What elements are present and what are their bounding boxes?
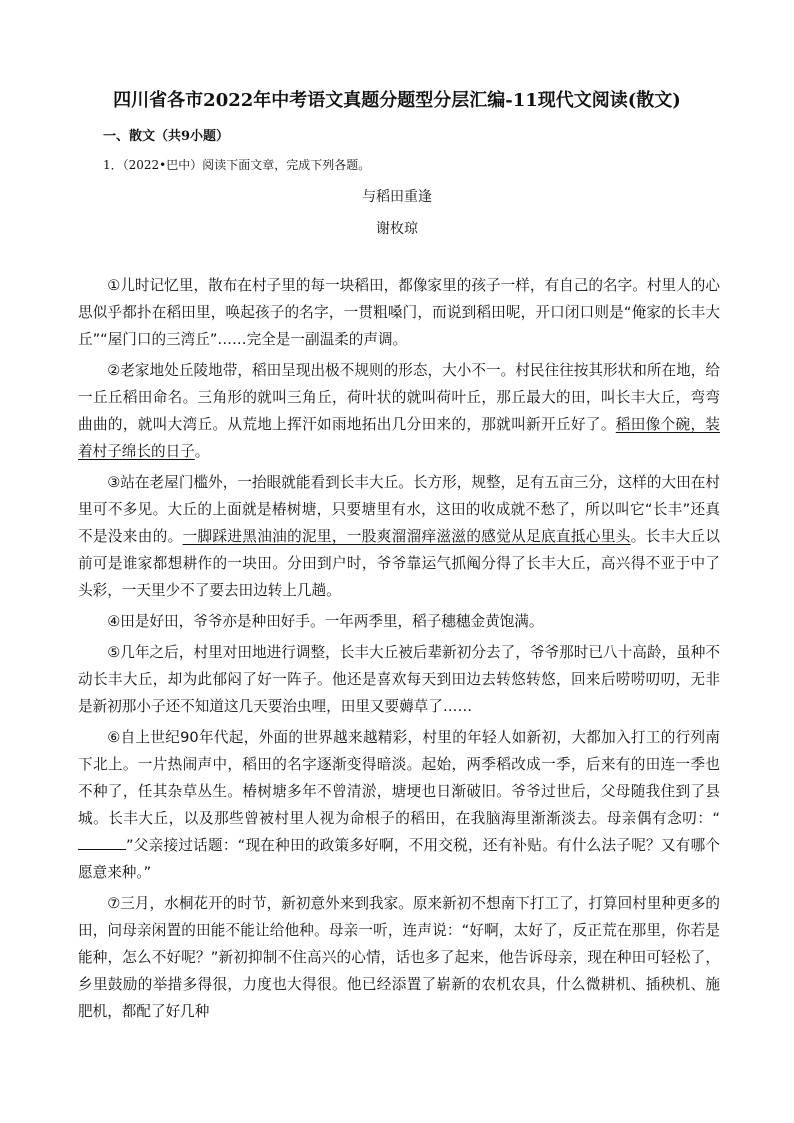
paragraph-2 xyxy=(78,357,720,465)
fill-in-blank xyxy=(78,835,126,850)
section-heading: 一、散文（共9小题） xyxy=(103,129,230,144)
paragraph-7: ⑦三月，水桐花开的时节，新初意外来到我家。原来新初不想南下打工了，打算回村里种更多的田，问母亲闲置的田能不能让给他种。母亲一听，连声说：“好啊，太好了，反正荒在那里，你若是能种，怎么不好呢？”新初抑制不住高兴的心情，话也多了起来，他告诉母亲，现在种田可轻松了，乡里鼓励的举措多得很，力度也大得很。他已经添置了崭新的农机农具，什么微耕机、插秧机、施肥机，都配了好几种 xyxy=(78,895,720,1020)
paragraph-2-end: 。 xyxy=(194,443,210,460)
paragraph-6 xyxy=(78,724,720,886)
article-title: 与稻田重逢 xyxy=(362,189,432,205)
underlined-sentence-2: 一脚踩进黑油油的泥里，一股爽溜溜痒滋滋的感觉从足底直抵心里头 xyxy=(182,528,631,545)
paragraph-4: ④田是好田，爷爷亦是种田好手。一年两季里，稻子穗穗金黄饱满。 xyxy=(107,613,544,630)
paragraph-3-text-a: ③站在老屋门槛外，一抬眼就能看到长丰大丘。长方形，规整，足有五亩三分，这样的大田在村里可不多见。大丘的上面就是椿树塘，只要塘里有水，这田的收成就不愁了，所以叫它“长丰”还真不是没来由的。 xyxy=(78,474,720,545)
question-intro: 1．（2022•巴中）阅读下面文章，完成下列各题。 xyxy=(103,158,371,172)
document-title: 四川省各市2022年中考语文真题分题型分层汇编-11现代文阅读(散文) xyxy=(113,90,681,111)
paragraph-6-text-a: ⑥自上世纪90年代起，外面的世界越来越精彩，村里的年轻人如新初，大都加入打工的行列南下北上。一片热闹声中，稻田的名字逐渐变得暗淡。起始，两季稻改成一季，后来有的田连一季也不种了，任其杂草丛生。椿树塘多年不曾清淤，塘埂也日渐破旧。爷爷过世后，父母随我住到了县城。长丰大丘，以及那些曾被村里人视为命根子的稻田，在我脑海里渐渐淡去。母亲偶有念叨：“ xyxy=(78,729,720,827)
paragraph-2-text: ②老家地处丘陵地带，稻田呈现出极不规则的形态，大小不一。村民往往按其形状和所在地，给一丘丘稻田命名。三角形的就叫三角丘，荷叶状的就叫荷叶丘，那丘最大的田，叫长丰大丘，弯弯曲曲的，就叫大湾丘。从荒地上挥汗如雨地拓出几分田来的，那就叫新开丘好了。 xyxy=(78,362,720,433)
article-body xyxy=(78,272,720,1029)
article-author: 谢枚琼 xyxy=(376,221,418,237)
paragraph-5: ⑤几年之后，村里对田地进行调整，长丰大丘被后辈新初分去了，爷爷那时已八十高龄，虽种不动长丰大丘，却为此郁闷了好一阵子。他还是喜欢每天到田边去转悠转悠，回来后唠唠叨叨，无非是新初那小子还不知道这几天要治虫哩，田里又要薅草了…… xyxy=(78,644,720,715)
paragraph-1: ①儿时记忆里，散布在村子里的每一块稻田，都像家里的孩子一样，有自己的名字。村里人的心思似乎都扑在稻田里，唤起孩子的名字，一贯粗嗓门，而说到稻田呢，开口闭口则是“俺家的长丰大丘”“屋门口的三湾丘”……完全是一副温柔的声调。 xyxy=(78,277,720,348)
paragraph-3-text-b: 。长丰大丘以前可是谁家都想耕作的一块田。分田到户时，爷爷靠运气抓阄分得了长丰大丘，高兴得不亚于中了头彩，一天里少不了要去田边转上几趟。 xyxy=(78,528,720,599)
paragraph-6-text-b: ”父亲接过话题：“现在种田的政策多好啊，不用交税，还有补贴。有什么法子呢？又有哪个愿意来种。” xyxy=(78,837,720,881)
paragraph-3 xyxy=(78,469,720,604)
underlined-sentence-1: 稻田像个碗，装着村子绵长的日子 xyxy=(78,416,720,460)
